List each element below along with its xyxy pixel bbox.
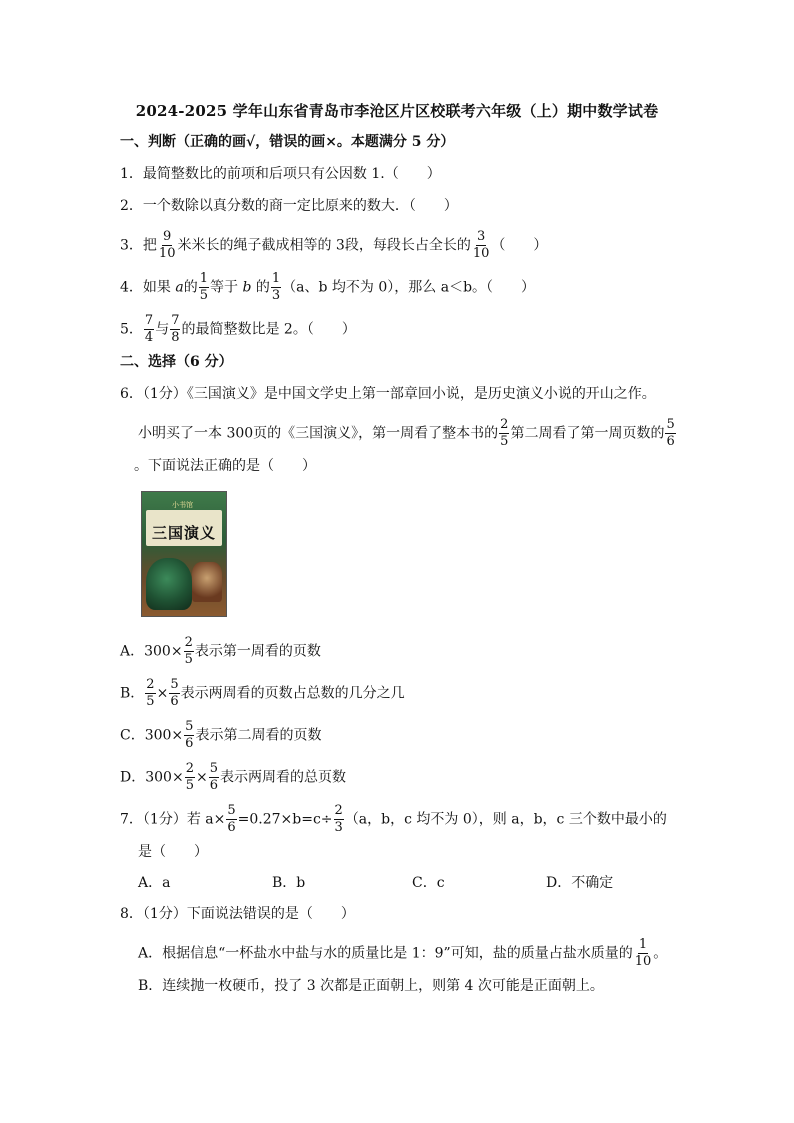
question-2: 2．一个数除以真分数的商一定比原来的数大．（ ）: [120, 198, 458, 214]
question-8-stem: 8．（1分）下面说法错误的是（ ）: [120, 906, 355, 922]
q4-var-b: b: [242, 279, 252, 296]
question-4: [120, 272, 535, 303]
cover-figure: [146, 558, 192, 610]
denominator: 5: [500, 434, 509, 449]
q4-text-b: 的: [183, 279, 198, 296]
q6-option-a: [120, 636, 321, 667]
denominator: 5: [199, 288, 208, 303]
cover-rider: [192, 562, 222, 602]
q4-text-d: 的: [251, 279, 270, 296]
option-fraction: [145, 678, 155, 709]
option-text: D．300×: [120, 769, 184, 786]
cover-title: 三国演义: [151, 524, 216, 542]
denominator: 3: [271, 288, 281, 303]
q6-fraction-1: [499, 418, 509, 449]
numerator: 5: [170, 677, 179, 692]
q4-var-a: a: [175, 279, 184, 296]
q7-fraction-1: [226, 804, 236, 835]
exam-title: 2024-2025 学年山东省青岛市李沧区片区校联考六年级（上）期中数学试卷: [135, 102, 659, 120]
option-fraction: [185, 762, 195, 793]
question-1: 1．最简整数比的前项和后项只有公因数 1.（ ）: [120, 166, 441, 182]
question-3: [120, 230, 547, 261]
numerator: 5: [185, 719, 194, 734]
q4-fraction-2: [271, 272, 281, 303]
numerator: 5: [227, 803, 236, 818]
q7-text-a: 7．（1分）若 a×: [120, 811, 226, 828]
book-cover-image: [141, 491, 227, 617]
denominator: 6: [227, 820, 236, 835]
numerator: 2: [146, 677, 155, 692]
option-fraction: [184, 636, 194, 667]
denominator: 5: [146, 694, 155, 709]
option-text: ×: [195, 769, 208, 786]
numerator: 5: [209, 761, 218, 776]
option-text: 。: [653, 945, 668, 962]
q6-text-b: 第二周看了第一周页数的: [510, 425, 665, 442]
q4-text-e: （a、b 均不为 0），那么 a＜b。（ ）: [282, 279, 536, 296]
option-fraction: [209, 762, 219, 793]
question-6-line-3: 。下面说法正确的是（ ）: [134, 458, 316, 474]
option-text: C．300×: [120, 727, 184, 744]
q5-text-c: 的最简整数比是 2。（ ）: [181, 321, 356, 338]
q7-fraction-2: [334, 804, 344, 835]
option-fraction: [169, 678, 179, 709]
denominator: 10: [472, 246, 490, 261]
denominator: 5: [184, 652, 193, 667]
q4-fraction-1: [199, 272, 209, 303]
q7-option-b: B．b: [272, 875, 306, 891]
numerator: 7: [171, 313, 180, 328]
q6-option-c: [120, 720, 321, 751]
q7-text-c: （a，b，c 均不为 0），则 a，b，c 三个数中最小的: [344, 811, 667, 828]
q5-fraction-1: [144, 314, 154, 345]
numerator: 7: [144, 313, 154, 328]
q7-option-d: D．不确定: [546, 875, 614, 891]
numerator: 1: [199, 271, 208, 286]
option-text: 表示两周看的总页数: [219, 769, 346, 786]
denominator: 10: [634, 954, 652, 969]
q8-option-b: B．连续抛一枚硬币，投了 3 次都是正面朝上，则第 4 次可能是正面朝上。: [138, 978, 604, 994]
numerator: 1: [638, 937, 648, 952]
option-text: ×: [156, 685, 169, 702]
numerator: 2: [334, 803, 343, 818]
q3-text-a: 3．把: [120, 237, 157, 254]
question-7-line-2: 是（ ）: [138, 844, 208, 860]
q5-text-a: 5．: [120, 321, 143, 338]
section-2-heading: 二、选择（6 分）: [120, 354, 233, 370]
denominator: 6: [666, 434, 675, 449]
q6-option-d: [120, 762, 346, 793]
numerator: 2: [185, 761, 194, 776]
denominator: 3: [334, 820, 343, 835]
q3-fraction-1: [158, 230, 177, 261]
q8-option-a: [138, 938, 667, 969]
option-fraction: [634, 938, 653, 969]
option-text: 表示第二周看的页数: [195, 727, 322, 744]
denominator: 4: [144, 330, 154, 345]
option-text: B．: [120, 685, 145, 702]
section-1-heading: 一、判断（正确的画√，错误的画×。本题满分 5 分）: [120, 134, 455, 150]
numerator: 3: [476, 229, 486, 244]
question-6-line-2: [138, 418, 677, 449]
q6-option-b: [120, 678, 405, 709]
denominator: 10: [158, 246, 176, 261]
q4-text-a: 4．如果: [120, 279, 176, 296]
question-5: [120, 314, 356, 345]
numerator: 2: [184, 635, 193, 650]
q6-text-a: 小明买了一本 300页的《三国演义》，第一周看了整本书的: [138, 425, 499, 442]
numerator: 5: [666, 417, 675, 432]
option-fraction: [184, 720, 194, 751]
numerator: 1: [271, 271, 281, 286]
q3-text-c: （ ）: [491, 237, 548, 254]
option-text: 表示第一周看的页数: [194, 643, 321, 660]
q7-text-b: =0.27×b=c÷: [237, 811, 333, 828]
option-text: A．300×: [120, 643, 183, 660]
numerator: 9: [163, 229, 172, 244]
question-6-line-1: 6．（1分）《三国演义》是中国文学史上第一部章回小说，是历史演义小说的开山之作。: [120, 386, 656, 402]
q4-text-c: 等于: [210, 279, 243, 296]
q7-option-c: C．c: [412, 875, 445, 891]
q3-text-b: 米米长的绳子截成相等的 3段，每段长占全长的: [177, 237, 471, 254]
denominator: 8: [171, 330, 180, 345]
q6-fraction-2: [665, 418, 675, 449]
option-text: 表示两周看的页数占总数的几分之几: [180, 685, 405, 702]
denominator: 6: [170, 694, 179, 709]
option-text: A．根据信息“一杯盐水中盐与水的质量比是 1：9”可知，盐的质量占盐水质量的: [138, 945, 633, 962]
denominator: 6: [209, 778, 218, 793]
denominator: 5: [185, 778, 194, 793]
cover-tag: 小书馆: [172, 501, 193, 509]
q3-fraction-2: [472, 230, 491, 261]
numerator: 2: [500, 417, 509, 432]
denominator: 6: [185, 736, 194, 751]
question-7-line-1: [120, 804, 667, 835]
q5-fraction-2: [170, 314, 180, 345]
q5-text-b: 与: [155, 321, 170, 338]
q7-option-a: A．a: [138, 875, 171, 891]
